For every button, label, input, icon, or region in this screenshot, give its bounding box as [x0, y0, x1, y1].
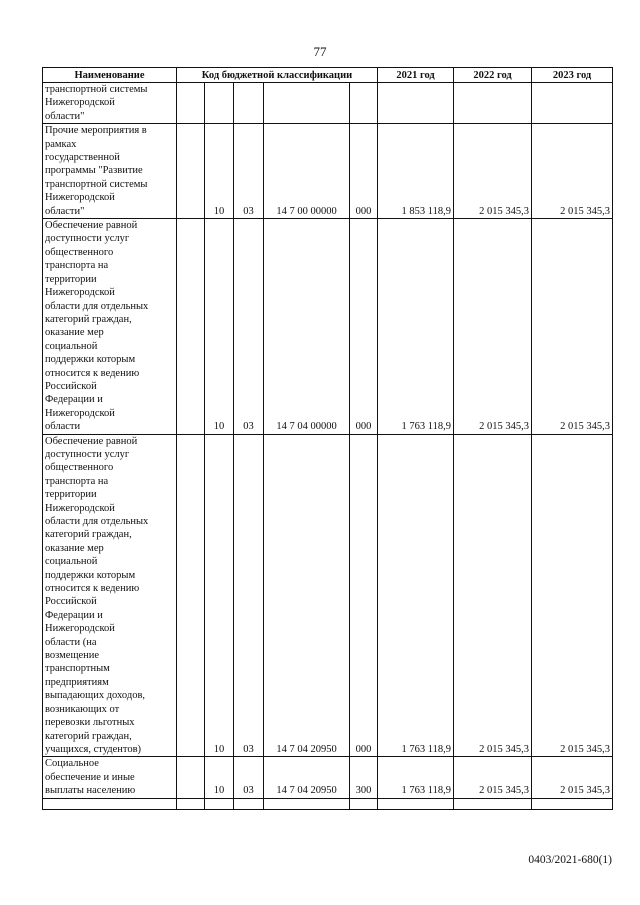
row-name: Социальное обеспечение и иные выплаты населению: [43, 757, 177, 798]
header-2023: 2023 год: [532, 68, 613, 83]
empty-cell: [177, 798, 205, 809]
row-name: Обеспечение равной доступности услуг общественного транспорта на территории Нижегородской области для отдельных категорий граждан, оказание мер социальной поддержки которым относится к ведению Российской Федерации и Нижегородской области (на возмещение транспортным предприятиям выпадающих доходов, возникающих от перевозки льготных категорий граждан, учащихся, студентов): [43, 434, 177, 757]
empty-cell: [378, 798, 454, 809]
row-2022: 2 015 345,3: [454, 219, 532, 435]
budget-table: [42, 67, 613, 810]
row-blank: [177, 219, 205, 435]
row-2021: [378, 83, 454, 124]
row-2023: [532, 83, 613, 124]
row-rzd: 10: [205, 757, 234, 798]
row-2022: [454, 83, 532, 124]
table-header-row: [43, 68, 613, 83]
page-number: 77: [313, 44, 327, 59]
row-csr: 14 7 04 20950: [264, 434, 350, 757]
empty-cell: [205, 798, 234, 809]
header-2021: 2021 год: [378, 68, 454, 83]
row-vr: 300: [350, 757, 378, 798]
row-2021: 1 853 118,9: [378, 124, 454, 219]
row-blank: [177, 124, 205, 219]
row-prz: [234, 83, 264, 124]
row-2021: 1 763 118,9: [378, 219, 454, 435]
header-name: Наименование: [43, 68, 177, 83]
row-name: транспортной системы Нижегородской области": [43, 83, 177, 124]
row-2023: 2 015 345,3: [532, 124, 613, 219]
row-prz: 03: [234, 124, 264, 219]
row-2021: 1 763 118,9: [378, 434, 454, 757]
row-2022: 2 015 345,3: [454, 434, 532, 757]
document-code: 0403/2021-680(1): [528, 854, 612, 866]
table-row: [43, 83, 613, 124]
row-2022: 2 015 345,3: [454, 124, 532, 219]
empty-cell: [532, 798, 613, 809]
row-prz: 03: [234, 434, 264, 757]
row-name: Прочие мероприятия в рамках государственной программы "Развитие транспортной системы Нижегородской области": [43, 124, 177, 219]
row-2023: 2 015 345,3: [532, 219, 613, 435]
row-rzd: 10: [205, 434, 234, 757]
row-csr: 14 7 04 00000: [264, 219, 350, 435]
row-rzd: 10: [205, 219, 234, 435]
row-blank: [177, 83, 205, 124]
row-blank: [177, 757, 205, 798]
table-row: [43, 124, 613, 219]
row-vr: 000: [350, 219, 378, 435]
row-vr: [350, 83, 378, 124]
empty-cell: [264, 798, 350, 809]
row-2022: 2 015 345,3: [454, 757, 532, 798]
table-row: [43, 434, 613, 757]
empty-cell: [234, 798, 264, 809]
header-code: Код бюджетной классификации: [177, 68, 378, 83]
row-2023: 2 015 345,3: [532, 757, 613, 798]
row-2021: 1 763 118,9: [378, 757, 454, 798]
table-row-empty: [43, 798, 613, 809]
empty-cell: [454, 798, 532, 809]
empty-cell: [350, 798, 378, 809]
row-blank: [177, 434, 205, 757]
row-csr: 14 7 04 20950: [264, 757, 350, 798]
row-csr: [264, 83, 350, 124]
table-row: [43, 219, 613, 435]
table-row: [43, 757, 613, 798]
row-csr: 14 7 00 00000: [264, 124, 350, 219]
row-prz: 03: [234, 757, 264, 798]
row-rzd: 10: [205, 124, 234, 219]
row-prz: 03: [234, 219, 264, 435]
row-2023: 2 015 345,3: [532, 434, 613, 757]
empty-cell: [43, 798, 177, 809]
row-name: Обеспечение равной доступности услуг общественного транспорта на территории Нижегородской области для отдельных категорий граждан, оказание мер социальной поддержки которым относится к ведению Российской Федерации и Нижегородской области: [43, 219, 177, 435]
row-rzd: [205, 83, 234, 124]
header-2022: 2022 год: [454, 68, 532, 83]
row-vr: 000: [350, 124, 378, 219]
row-vr: 000: [350, 434, 378, 757]
